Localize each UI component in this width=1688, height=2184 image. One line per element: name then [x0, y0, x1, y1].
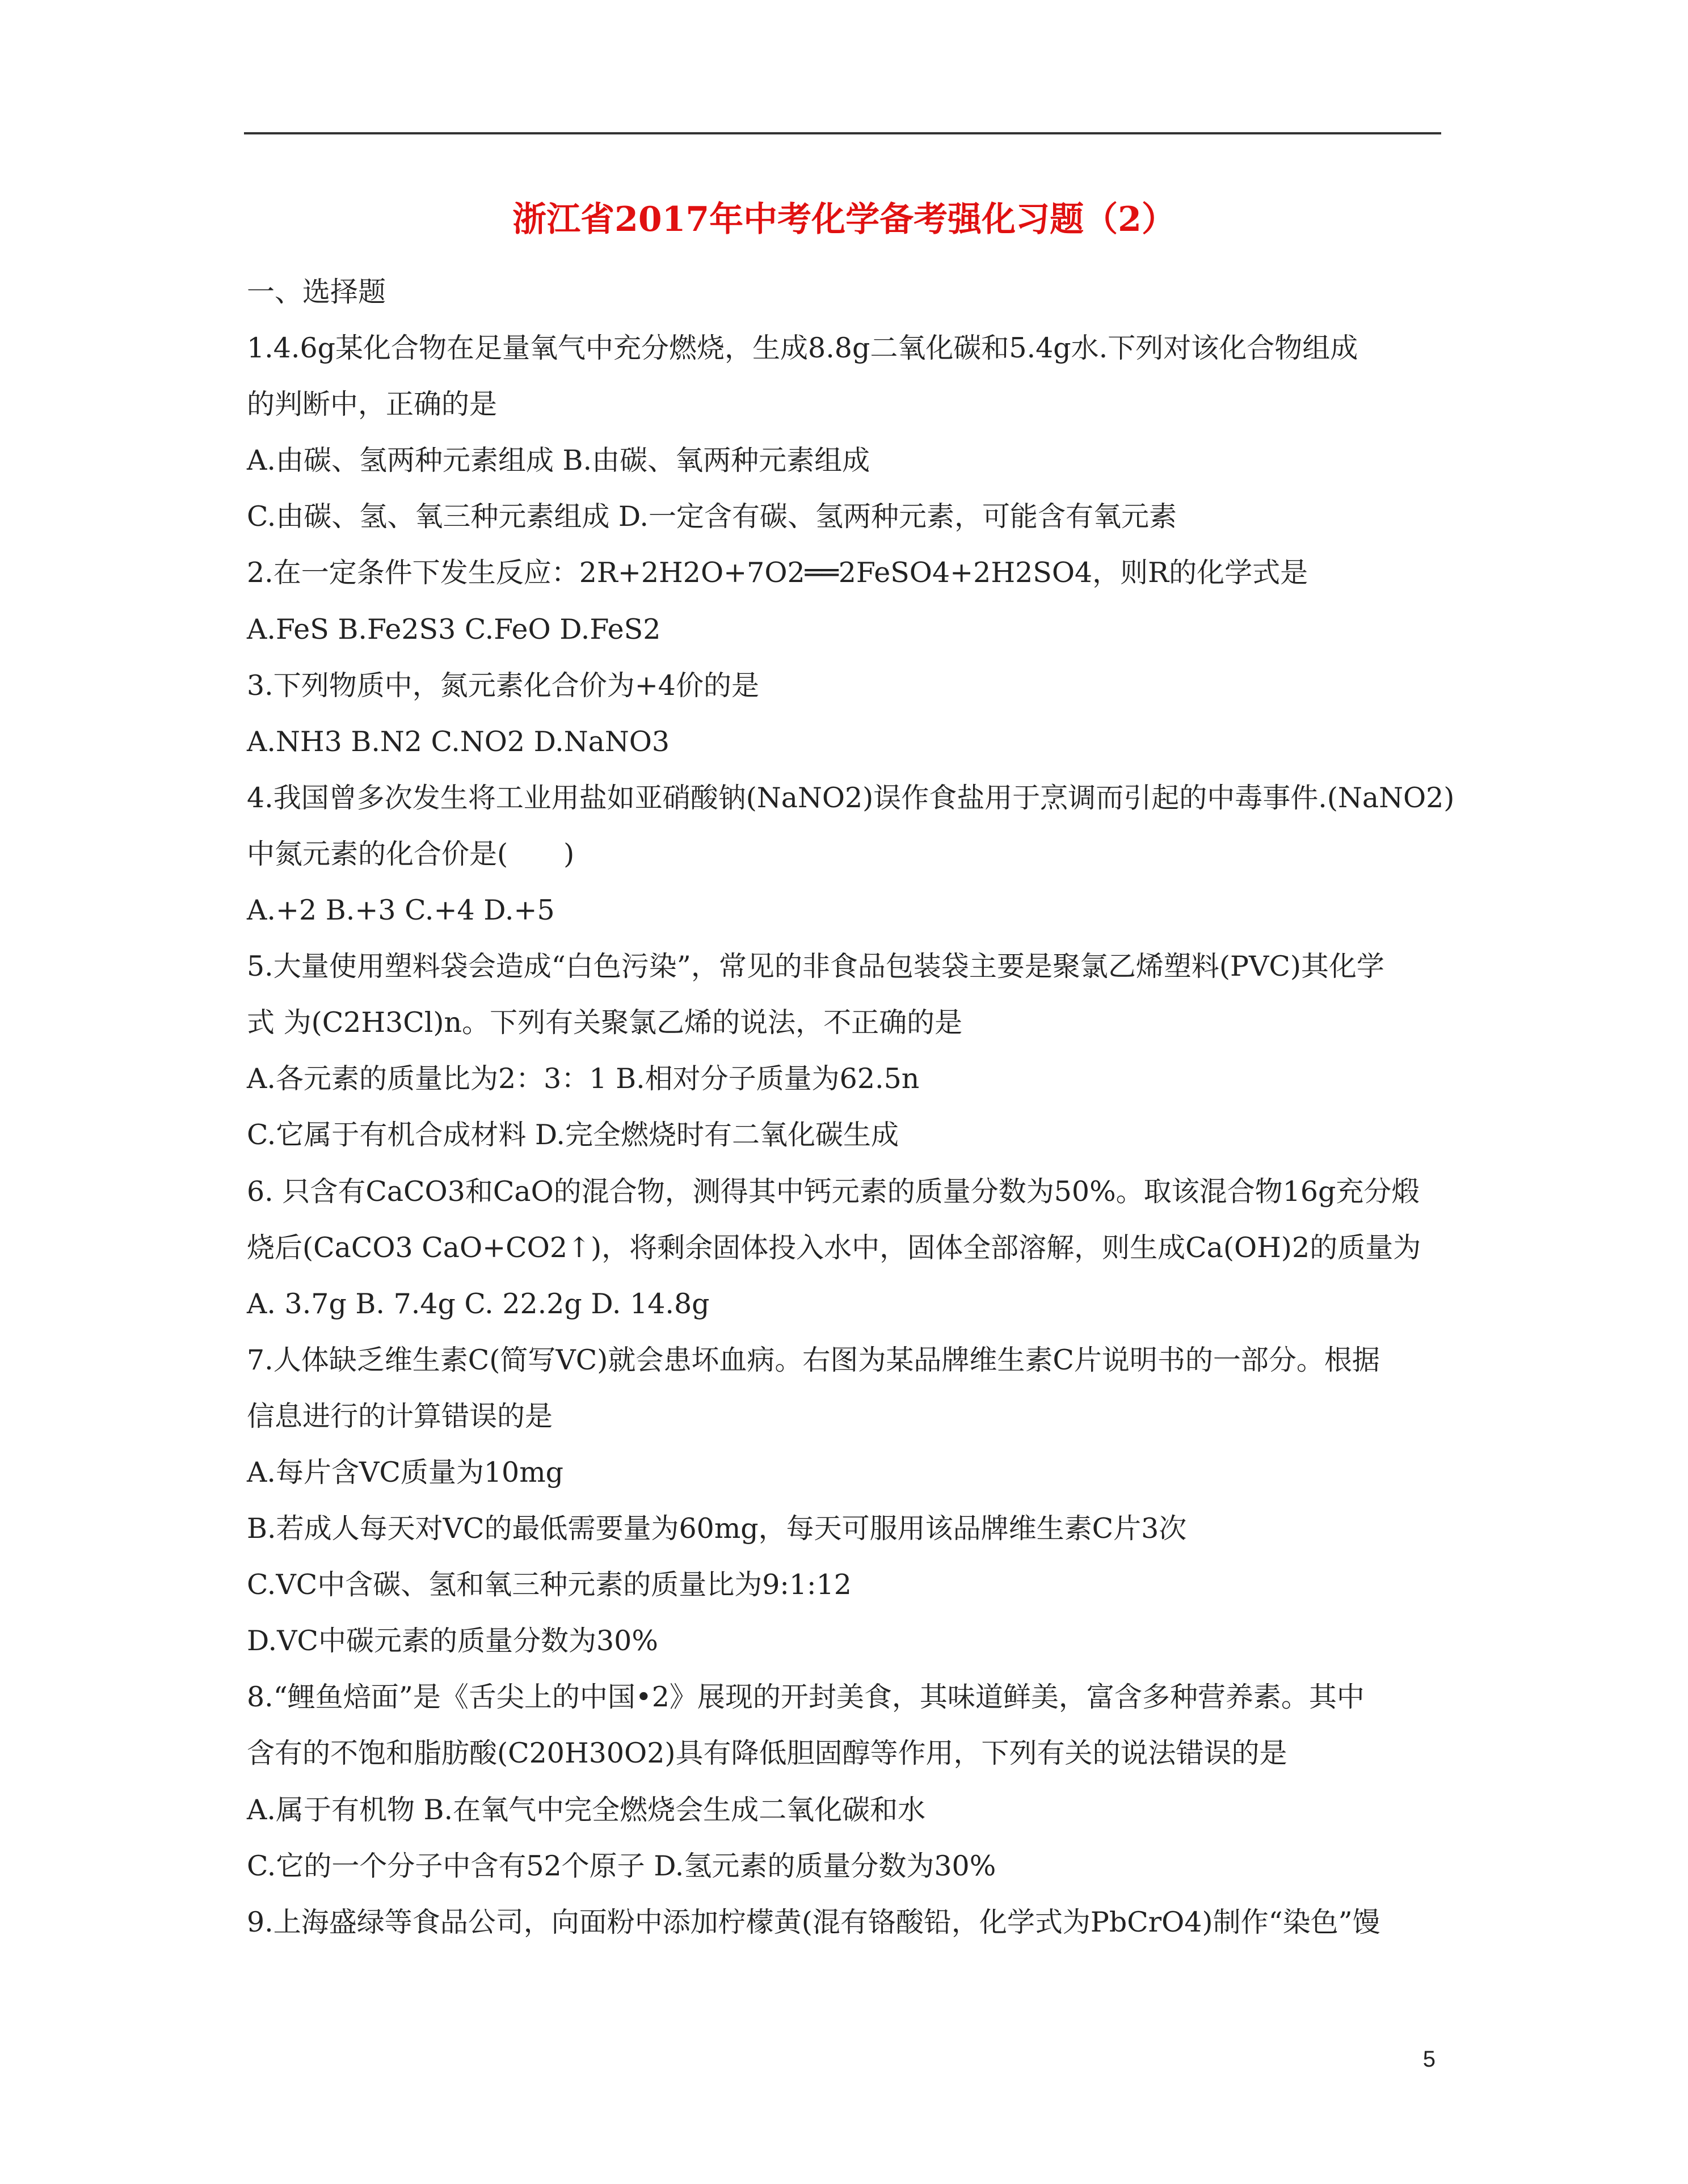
- text-line: 6. 只含有CaCO3和CaO的混合物，测得其中钙元素的质量分数为50%。取该混合物16g充分煅: [247, 1175, 1420, 1208]
- text-line: A.每片含VC质量为10mg: [247, 1456, 564, 1489]
- text-line: A.+2 B.+3 C.+4 D.+5: [247, 894, 555, 927]
- text-line: 8.“鲤鱼焙面”是《舌尖上的中国•2》展现的开封美食，其味道鲜美，富含多种营养素。其中: [247, 1681, 1365, 1714]
- page-number: 5: [1422, 2047, 1436, 2072]
- text-line: A. 3.7g B. 7.4g C. 22.2g D. 14.8g: [247, 1287, 710, 1320]
- text-line: D.VC中碳元素的质量分数为30%: [247, 1625, 658, 1658]
- header-rule: [244, 132, 1441, 134]
- text-line: A.由碳、氢两种元素组成 B.由碳、氧两种元素组成: [247, 444, 870, 477]
- section-heading: 一、选择题: [247, 276, 386, 308]
- text-line: C.VC中含碳、氢和氧三种元素的质量比为9:1:12: [247, 1569, 852, 1601]
- text-line: A.各元素的质量比为2：3：1 B.相对分子质量为62.5n: [247, 1063, 920, 1095]
- document-title: 浙江省2017年中考化学备考强化习题（2）: [512, 200, 1176, 239]
- text-line: A.FeS B.Fe2S3 C.FeO D.FeS2: [247, 613, 661, 646]
- text-line: 1.4.6g某化合物在足量氧气中充分燃烧，生成8.8g二氧化碳和5.4g水.下列对该化合物组成: [247, 332, 1358, 365]
- text-line: 2.在一定条件下发生反应：2R+2H2O+7O2══2FeSO4+2H2SO4，则R的化学式是: [247, 556, 1308, 589]
- text-line: B.若成人每天对VC的最低需要量为60mg，每天可服用该品牌维生素C片3次: [247, 1512, 1187, 1545]
- text-line: C.它的一个分子中含有52个原子 D.氢元素的质量分数为30%: [247, 1849, 996, 1882]
- text-line: 的判断中，正确的是: [247, 388, 498, 421]
- text-line: A.NH3 B.N2 C.NO2 D.NaNO3: [247, 725, 670, 758]
- text-line: 9.上海盛绿等食品公司，向面粉中添加柠檬黄(混有铬酸铅，化学式为PbCrO4)制作“染色”馒: [247, 1905, 1380, 1938]
- text-line: A.属于有机物 B.在氧气中完全燃烧会生成二氧化碳和水: [247, 1793, 926, 1826]
- text-line: C.它属于有机合成材料 D.完全燃烧时有二氧化碳生成: [247, 1119, 899, 1152]
- text-line: C.由碳、氢、氧三种元素组成 D.一定含有碳、氢两种元素，可能含有氧元素: [247, 500, 1177, 533]
- text-line: 7.人体缺乏维生素C(简写VC)就会患坏血病。右图为某品牌维生素C片说明书的一部分。根据: [247, 1343, 1380, 1376]
- text-line: 3.下列物质中，氮元素化合价为+4价的是: [247, 669, 759, 702]
- document-body: [247, 269, 1455, 1956]
- text-line: 含有的不饱和脂肪酸(C20H30O2)具有降低胆固醇等作用，下列有关的说法错误的是: [247, 1737, 1287, 1770]
- text-line: 5.大量使用塑料袋会造成“白色污染”，常见的非食品包装袋主要是聚氯乙烯塑料(PVC)其化学: [247, 950, 1384, 983]
- text-line: 烧后(CaCO3 CaO+CO2↑)，将剩余固体投入水中，固体全部溶解，则生成Ca(OH)2的质量为: [247, 1231, 1421, 1264]
- text-line: 式 为(C2H3Cl)n。下列有关聚氯乙烯的说法，不正确的是: [247, 1006, 963, 1039]
- text-line: 4.我国曾多次发生将工业用盐如亚硝酸钠(NaNO2)误作食盐用于烹调而引起的中毒事件.(NaNO2): [247, 781, 1455, 814]
- text-line: 信息进行的计算错误的是: [247, 1399, 553, 1432]
- text-line: 中氮元素的化合价是( ): [247, 837, 575, 870]
